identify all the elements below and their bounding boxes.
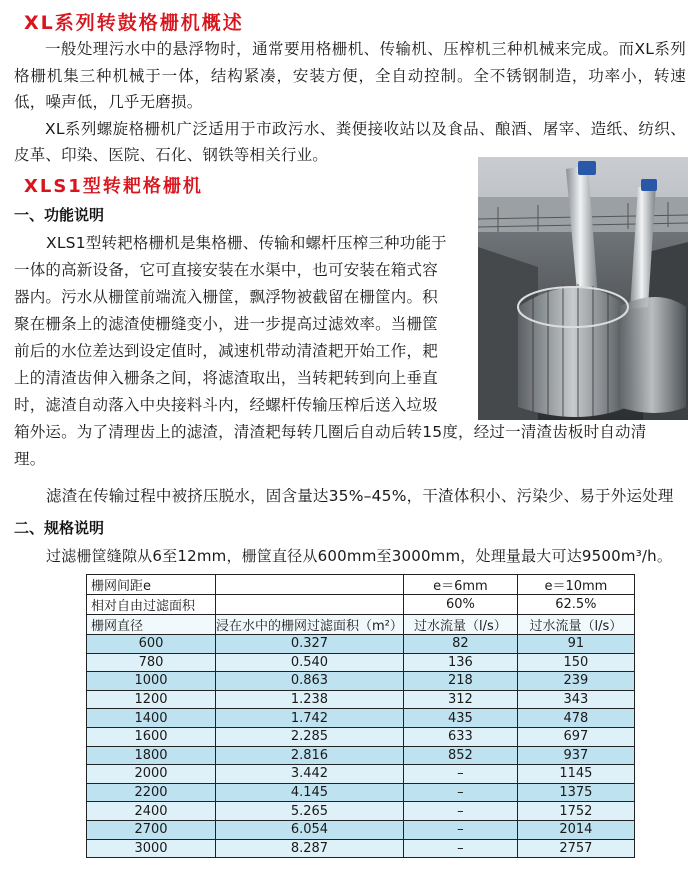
table-cell: 2.816	[216, 746, 404, 765]
table-header-cell: 栅网间距e	[87, 575, 216, 595]
function-line: 聚在栅条上的滤渣使栅缝变小，进一步提高过滤效率。当栅筐	[14, 315, 438, 333]
table-cell: 3000	[87, 839, 216, 858]
table-cell: 5.265	[216, 802, 404, 821]
table-header-row	[87, 575, 635, 595]
table-cell: 1000	[87, 672, 216, 691]
table-cell: 1400	[87, 709, 216, 728]
table-row	[87, 802, 635, 821]
table-cell: 1375	[517, 783, 634, 802]
table-header-row	[87, 615, 635, 635]
table-cell: 1145	[517, 765, 634, 784]
function-line: 一体的高新设备，它可直接安装在水渠中，也可安装在箱式容	[14, 261, 438, 279]
table-cell: 2.285	[216, 727, 404, 746]
table-cell: 435	[403, 709, 517, 728]
product-heading: XLS1型转耙格栅机	[24, 176, 203, 197]
table-cell: 82	[403, 635, 517, 654]
table-cell: –	[403, 765, 517, 784]
section-title-function: 一、功能说明	[14, 206, 105, 224]
table-cell: 0.540	[216, 653, 404, 672]
table-cell: 4.145	[216, 783, 404, 802]
function-line: 理。	[14, 450, 46, 468]
table-cell: 218	[403, 672, 517, 691]
intro-text	[14, 36, 686, 169]
table-cell: 1.742	[216, 709, 404, 728]
table-header-cell: 浸在水中的栅网过滤面积（m²）	[216, 615, 404, 635]
table-cell: 91	[517, 635, 634, 654]
section-title-spec: 二、规格说明	[14, 519, 105, 537]
intro-paragraph-1: 一般处理污水中的悬浮物时，通常要用格栅机、传输机、压榨机三种机械来完成。而XL系列格栅机集三种机械于一体，结构紧凑，安装方便，全自动控制。全不锈钢制造，功率小，转速低，噪声低，几乎无磨损。	[14, 40, 686, 111]
table-cell: –	[403, 783, 517, 802]
table-header-cell: 相对自由过滤面积	[87, 595, 216, 615]
table-cell: 1800	[87, 746, 216, 765]
function-line: 箱外运。为了清理齿上的滤渣，清渣耙每转几圈后自动后转15度，经过一清渣齿板时自动清	[14, 423, 647, 441]
intro-paragraph-2: XL系列螺旋格栅机广泛适用于市政污水、粪便接收站以及食品、酿酒、屠宰、造纸、纺织、皮革、印染、医院、石化、钢铁等相关行业。	[14, 119, 686, 164]
table-header-row	[87, 595, 635, 615]
table-row	[87, 820, 635, 839]
screen-machine-photo	[478, 157, 688, 420]
table-cell: 2400	[87, 802, 216, 821]
table-row	[87, 727, 635, 746]
table-header-cell: 栅网直径	[87, 615, 216, 635]
main-heading: XL系列转鼓格栅机概述	[24, 12, 244, 34]
table-row	[87, 672, 635, 691]
table-cell: 2757	[517, 839, 634, 858]
table-cell: 1752	[517, 802, 634, 821]
table-row	[87, 635, 635, 654]
function-paragraph-2: 滤渣在传输过程中被挤压脱水，固含量达35%–45%，干渣体积小、污染少、易于外运处理	[46, 487, 674, 505]
table-cell: 1200	[87, 690, 216, 709]
table-header-cell: e＝10mm	[517, 575, 634, 595]
table-cell: 780	[87, 653, 216, 672]
table-cell: 0.863	[216, 672, 404, 691]
table-cell: 2200	[87, 783, 216, 802]
table-cell: 697	[517, 727, 634, 746]
table-row	[87, 653, 635, 672]
function-line: XLS1型转耙格栅机是集格栅、传输和螺杆压榨三种功能于	[46, 234, 447, 252]
function-line: 上的清渣齿伸入栅条之间，将滤渣取出，当转耙转到向上垂直	[14, 369, 438, 387]
table-header-cell: 62.5%	[517, 595, 634, 615]
table-row	[87, 783, 635, 802]
table-row	[87, 839, 635, 858]
table-cell: 2014	[517, 820, 634, 839]
table-header-cell: e＝6mm	[403, 575, 517, 595]
table-cell: 136	[403, 653, 517, 672]
table-cell: 937	[517, 746, 634, 765]
spec-table	[86, 574, 635, 858]
table-cell: 239	[517, 672, 634, 691]
table-cell: 1.238	[216, 690, 404, 709]
table-cell: 600	[87, 635, 216, 654]
table-cell: 3.442	[216, 765, 404, 784]
table-cell: –	[403, 802, 517, 821]
table-cell: 2000	[87, 765, 216, 784]
table-cell: 8.287	[216, 839, 404, 858]
table-header-cell	[216, 575, 404, 595]
table-cell: 1600	[87, 727, 216, 746]
table-cell: 2700	[87, 820, 216, 839]
table-cell: 0.327	[216, 635, 404, 654]
table-header-cell	[216, 595, 404, 615]
function-line: 器内。污水从栅筐前端流入栅筐，飘浮物被截留在栅筐内。积	[14, 288, 438, 306]
table-cell: 150	[517, 653, 634, 672]
function-line: 时，滤渣自动落入中央接料斗内，经螺杆传输压榨后送入垃圾	[14, 396, 438, 414]
table-header-cell: 过水流量（l/s）	[403, 615, 517, 635]
table-cell: 6.054	[216, 820, 404, 839]
table-cell: 478	[517, 709, 634, 728]
table-cell: 633	[403, 727, 517, 746]
table-row	[87, 709, 635, 728]
table-header-cell: 过水流量（l/s）	[517, 615, 634, 635]
table-header-cell: 60%	[403, 595, 517, 615]
table-cell: 852	[403, 746, 517, 765]
table-row	[87, 765, 635, 784]
table-row	[87, 690, 635, 709]
table-cell: 312	[403, 690, 517, 709]
table-cell: –	[403, 839, 517, 858]
function-line: 前后的水位差达到设定值时，减速机带动清渣耙开始工作，耙	[14, 342, 438, 360]
table-cell: 343	[517, 690, 634, 709]
spec-intro: 过滤栅筐缝隙从6至12mm，栅筐直径从600mm至3000mm，处理量最大可达9500m³/h。	[46, 547, 673, 565]
table-cell: –	[403, 820, 517, 839]
table-row	[87, 746, 635, 765]
